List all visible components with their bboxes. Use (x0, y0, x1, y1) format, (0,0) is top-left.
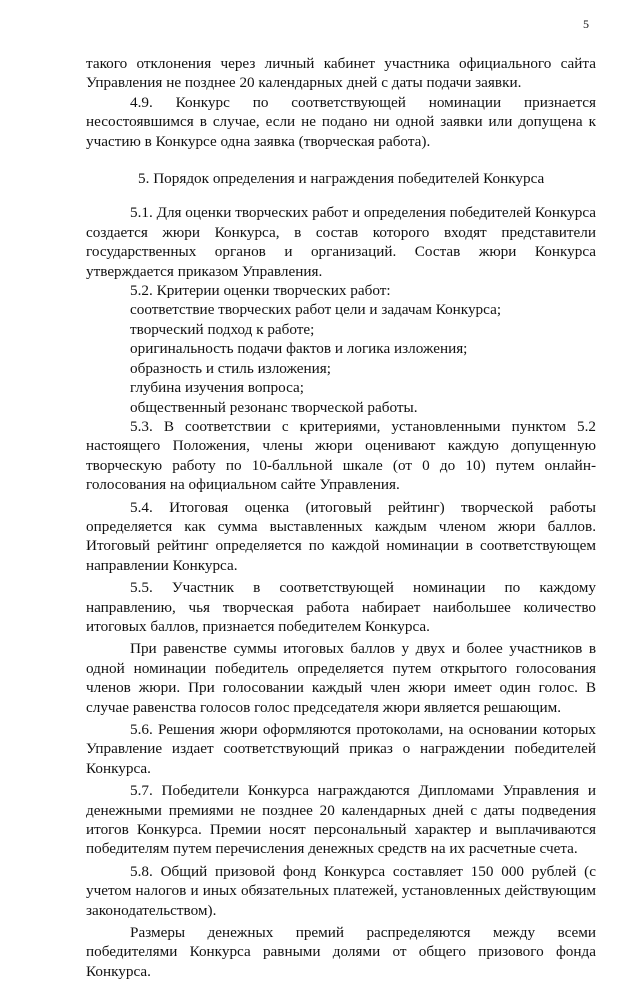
criteria-item: творческий подход к работе; (130, 320, 315, 338)
clause-5-5-tie-rule: При равенстве суммы итоговых баллов у двух и более участников в одной номинации победитель определяется путем открытого голосования членов жюри. При голосовании каждый член жюри имеет один голос. В случае равенства голосов голос председателя жюри является решающим. (86, 640, 596, 716)
clause-5-7: 5.7. Победители Конкурса награждаются Дипломами Управления и денежными премиями не позднее 20 календарных дней с даты подведения итогов Конкурса. Премии носят персональный характер и выплачиваются победителям путем перечисления денежных средств на их расчетные счета. (86, 782, 596, 858)
clause-5-4: 5.4. Итоговая оценка (итоговый рейтинг) творческой работы определяется как сумма выставленных каждым членом жюри баллов. Итоговый рейтинг определяется по каждой номинации в соответствующем направлении Конкурса. (86, 498, 596, 574)
criteria-item: образность и стиль изложения; (130, 359, 332, 377)
intro-paragraph: такого отклонения через личный кабинет участника официального сайта Управления не позднее 20 календарных дней с даты подачи заявки. (86, 55, 596, 92)
section-5-heading: 5. Порядок определения и награждения победителей Конкурса (138, 170, 545, 188)
clause-5-3: 5.3. В соответствии с критериями, установленными пунктом 5.2 настоящего Положения, члены жюри оценивают каждую допущенную творческую работу по 10-балльной шкале (от 0 до 10) путем онлайн-голосования на официальном сайте Управления. (86, 417, 596, 494)
clause-5-8: 5.8. Общий призовой фонд Конкурса составляет 150 000 рублей (с учетом налогов и иных обязательных платежей, установленных действующим законодательством). (86, 862, 596, 919)
criteria-item: соответствие творческих работ цели и задачам Конкурса; (130, 301, 502, 319)
page-number: 5 (583, 17, 589, 31)
criteria-item: глубина изучения вопроса; (130, 379, 305, 397)
clause-5-2-title: 5.2. Критерии оценки творческих работ: (130, 282, 391, 300)
clause-5-6: 5.6. Решения жюри оформляются протоколами, на основании которых Управление издает соответствующий приказ о награждении победителей Конкурса. (86, 721, 596, 777)
criteria-list (86, 300, 596, 416)
clause-5-1: 5.1. Для оценки творческих работ и определения победителей Конкурса создается жюри Конкурса, в состав которого входят представители государственных органов и организаций. Состав жюри Конкурса утверждается приказом Управления. (86, 204, 596, 280)
criteria-item: общественный резонанс творческой работы. (130, 398, 418, 416)
clause-5-8-distribution: Размеры денежных премий распределяются между всеми победителями Конкурса равными долями от общего призового фонда Конкурса. (86, 924, 596, 980)
criteria-item: оригинальность подачи фактов и логика изложения; (130, 340, 468, 358)
clause-5-5: 5.5. Участник в соответствующей номинации по каждому направлению, чья творческая работа набирает наибольшее количество итоговых баллов, признается победителем Конкурса. (86, 579, 596, 635)
clause-4-9: 4.9. Конкурс по соответствующей номинации признается несостоявшимся в случае, если не подано ни одной заявки или допущена к участию в Конкурсе одна заявка (творческая работа). (86, 93, 596, 150)
